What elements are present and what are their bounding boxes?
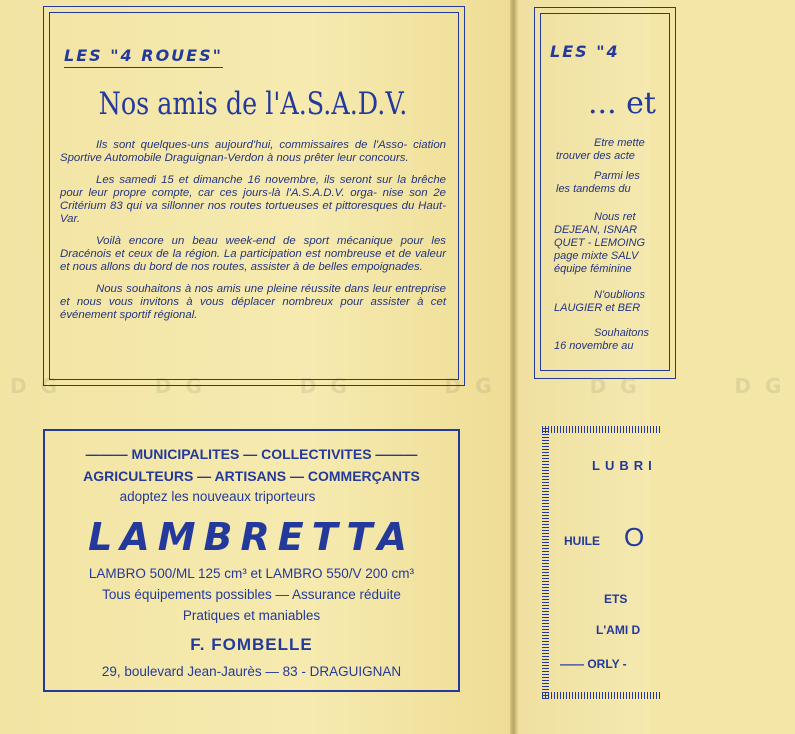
article-title: Nos amis de l'A.S.A.D.V. bbox=[98, 86, 408, 122]
right-text-12: Souhaitons bbox=[594, 327, 650, 339]
article-paragraph: Nous souhaitons à nos amis une pleine réussite dans leur entreprise et nous vous invitons à vous déplacer nombreux pour assister à cet événement sportif régional. bbox=[60, 283, 446, 321]
right-text-11: LAUGIER et BER bbox=[554, 302, 641, 314]
right-text-2: trouver des acte bbox=[556, 150, 635, 162]
right-ad-border-top bbox=[542, 426, 662, 433]
ad-dealer: F. FOMBELLE bbox=[190, 635, 313, 654]
right-text-3: Parmi les bbox=[594, 170, 640, 182]
ad-models: LAMBRO 500/ML 125 cm³ et LAMBRO 550/V 200 cm³ bbox=[88, 566, 415, 581]
ad-tagline: Pratiques et maniables bbox=[182, 608, 321, 623]
article-body bbox=[60, 139, 446, 331]
right-text-13: 16 novembre au bbox=[554, 340, 634, 352]
article-paragraph: Les samedi 15 et dimanche 16 novembre, ils seront sur la brêche pour leur propre compte, car ces jours-là l'A.S.A.D.V. orga- nise son 2e Critérium 83 qui va sillonner nos routes tortueuses et pittoresques du Haut-Var. bbox=[60, 174, 446, 225]
ad-brand: LAMBRETTA bbox=[88, 515, 415, 559]
right-text-4: les tandems du bbox=[556, 183, 631, 195]
right-ad-border-bottom bbox=[542, 692, 662, 699]
right-ad-lubri: LUBRI bbox=[592, 458, 657, 473]
right-headline: ... et bbox=[588, 86, 656, 121]
page-fold bbox=[510, 0, 518, 734]
right-text-5: Nous ret bbox=[594, 211, 636, 223]
ad-features: Tous équipements possibles — Assurance réduite bbox=[102, 587, 401, 602]
right-text-9: équipe féminine bbox=[554, 263, 632, 275]
right-text-7: QUET - LEMOING bbox=[554, 237, 646, 249]
ad-line-municipalites: ——— MUNICIPALITES — COLLECTIVITES ——— bbox=[85, 446, 418, 462]
right-ad-brand-letter: O bbox=[624, 522, 649, 552]
right-ad-huile: HUILE bbox=[564, 534, 600, 548]
right-text-6: DEJEAN, ISNAR bbox=[554, 224, 638, 236]
section-tag-underline bbox=[64, 67, 223, 69]
right-ad-ami: L'AMI D bbox=[596, 623, 641, 637]
right-ad-ets: ETS bbox=[604, 592, 628, 606]
section-tag: LES "4 ROUES" bbox=[64, 46, 223, 65]
right-ad-border-left bbox=[542, 426, 549, 699]
watermark: DG DG DG DG DG DG bbox=[10, 374, 795, 398]
right-text-8: page mixte SALV bbox=[554, 250, 639, 262]
right-ad-orly: —— ORLY - bbox=[560, 657, 627, 671]
right-page bbox=[518, 0, 657, 734]
right-text-1: Etre mette bbox=[594, 137, 645, 149]
ad-line-adoptez: adoptez les nouveaux triporteurs bbox=[119, 489, 316, 504]
article-paragraph: Voilà encore un beau week-end de sport mécanique pour les Dracénois et ceux de la région. La participation est nombreuse et de valeur et nous allons du bord de nos routes, assister à de belles empoignades. bbox=[60, 235, 446, 273]
ad-address: 29, boulevard Jean-Jaurès — 83 - DRAGUIGNAN bbox=[101, 664, 402, 679]
right-section-tag: LES "4 bbox=[550, 42, 620, 61]
right-text-10: N'oublions bbox=[594, 289, 646, 301]
article-paragraph: Ils sont quelques-uns aujourd'hui, commissaires de l'Asso- ciation Sportive Automobile Draguignan-Verdon à nous prêter leur concours. bbox=[60, 139, 446, 164]
ad-line-agriculteurs: AGRICULTEURS — ARTISANS — COMMERÇANTS bbox=[83, 468, 420, 484]
